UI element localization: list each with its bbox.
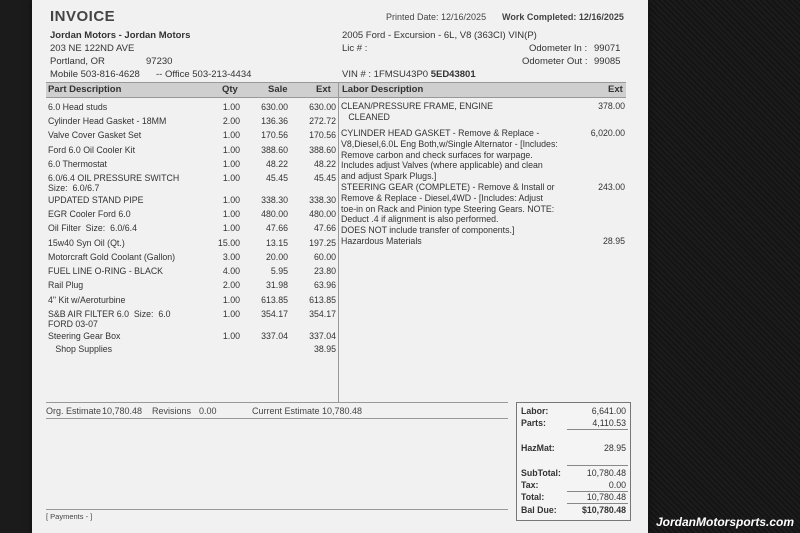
labor-description-line: toe-in on Rack and Pinion type Steering Gears. NOTE: — [341, 203, 555, 214]
part-description: 15w40 Syn Oil (Qt.) — [48, 238, 125, 248]
part-description: Shop Supplies — [48, 344, 113, 354]
part-ext: 388.60 — [309, 145, 336, 155]
part-description: 6.0 Thermostat — [48, 159, 108, 169]
labor-description-line: Hazardous Materials — [341, 236, 422, 246]
shop-name: Jordan Motors - Jordan Motors — [50, 30, 191, 41]
part-qty: 1.00 — [222, 130, 240, 140]
part-description: Ford 6.0 Oil Cooler Kit — [48, 145, 136, 155]
part-description: EGR Cooler Ford 6.0 — [48, 209, 131, 219]
part-qty: 2.00 — [222, 280, 240, 290]
part-qty: 15.00 — [217, 238, 240, 248]
shop-city-state: Portland, OR — [50, 56, 105, 67]
part-ext: 170.56 — [309, 130, 336, 140]
tax: 0.00 — [608, 480, 626, 490]
labor-description-line: Deduct .4 if alignment is also performed. — [341, 214, 499, 225]
payments-label: [ Payments - ] — [46, 512, 93, 521]
total-label: Total: — [521, 492, 545, 502]
parts-total-label: Parts: — [521, 418, 546, 428]
part-sale: 48.22 — [265, 159, 288, 169]
printed-date: Printed Date: 12/16/2025 — [386, 12, 487, 22]
part-description: 6.0 Head studs — [48, 102, 108, 112]
part-qty: 1.00 — [222, 102, 240, 112]
hazmat-label: HazMat: — [521, 443, 555, 453]
part-description-line2: Size: 6.0/6.7 — [48, 183, 100, 193]
labor-description-line: Includes adjust Valves (where applicable) and clean — [341, 160, 543, 171]
revisions-value: 0.00 — [199, 406, 217, 416]
part-sale: 47.66 — [265, 223, 288, 233]
part-ext: 23.80 — [313, 266, 336, 276]
shop-address: 203 NE 122ND AVE — [50, 43, 135, 54]
parts-header-qty: Qty — [222, 84, 238, 95]
labor-header-ext: Ext — [608, 84, 623, 95]
odometer-in: 99071 — [594, 43, 621, 54]
part-description: Valve Cover Gasket Set — [48, 130, 142, 140]
part-qty: 1.00 — [222, 295, 240, 305]
subtotal-label: SubTotal: — [521, 468, 561, 478]
part-qty: 3.00 — [222, 252, 240, 262]
part-ext: 630.00 — [309, 102, 336, 112]
lic-label: Lic # : — [342, 43, 368, 54]
column-divider — [338, 82, 339, 402]
part-ext: 480.00 — [309, 209, 336, 219]
revisions-label: Revisions — [152, 406, 192, 416]
parts-header-ext: Ext — [316, 84, 331, 95]
part-description: Oil Filter Size: 6.0/6.4 — [48, 223, 137, 233]
shop-mobile: Mobile 503-816-4628 — [50, 69, 140, 80]
parts-header-sale: Sale — [268, 84, 288, 95]
labor-description-line: Remove & Replace - Diesel,4WD - [Includes: Adjust — [341, 192, 543, 203]
parts-total: 4,110.53 — [592, 418, 626, 428]
totals-box — [516, 402, 631, 521]
part-ext: 354.17 — [309, 309, 336, 319]
vin-bold: 5ED43801 — [430, 69, 476, 80]
balance-due-label: Bal Due: — [521, 505, 557, 515]
totals-line — [567, 429, 628, 430]
payments-divider — [46, 509, 508, 510]
part-sale: 630.00 — [261, 102, 288, 112]
part-description: Rail Plug — [48, 280, 84, 290]
part-ext: 337.04 — [309, 331, 336, 341]
part-qty: 4.00 — [222, 266, 240, 276]
labor-total: 6,641.00 — [591, 406, 626, 416]
part-description: S&B AIR FILTER 6.0 Size: 6.0 — [48, 309, 171, 319]
invoice-title: INVOICE — [50, 8, 116, 25]
subtotal: 10,780.48 — [586, 468, 626, 478]
totals-line — [567, 503, 628, 504]
current-estimate-label: Current Estimate — [252, 406, 320, 416]
part-ext: 272.72 — [309, 116, 336, 126]
hazmat-total: 28.95 — [603, 443, 626, 453]
part-ext: 338.30 — [309, 195, 336, 205]
part-description: Steering Gear Box — [48, 331, 121, 341]
part-sale: 31.98 — [265, 280, 288, 290]
current-estimate-value: 10,780.48 — [322, 406, 363, 416]
labor-description-line: CLEAN/PRESSURE FRAME, ENGINE — [341, 101, 494, 111]
part-ext: 197.25 — [309, 238, 336, 248]
part-ext: 38.95 — [313, 344, 336, 354]
labor-ext: 28.95 — [602, 236, 625, 246]
watermark: JordanMotorsports.com — [655, 515, 794, 529]
carpet-background — [650, 0, 800, 533]
part-sale: 480.00 — [261, 209, 288, 219]
part-sale: 613.85 — [261, 295, 288, 305]
table-header-band — [46, 82, 626, 98]
part-qty: 1.00 — [222, 331, 240, 341]
part-description: UPDATED STAND PIPE — [48, 195, 144, 205]
invoice-paper — [32, 0, 648, 533]
bottom-divider — [46, 402, 508, 403]
org-estimate-value: 10,780.48 — [102, 406, 143, 416]
part-ext: 613.85 — [309, 295, 336, 305]
part-ext: 47.66 — [313, 223, 336, 233]
part-qty: 1.00 — [222, 309, 240, 319]
balance-due: $10,780.48 — [581, 505, 626, 515]
part-description: Cylinder Head Gasket - 18MM — [48, 116, 167, 126]
part-sale: 5.95 — [270, 266, 288, 276]
labor-description-line: V8,Diesel,6.0L Eng Both,w/Single Alternator - [Includes: — [341, 138, 558, 149]
part-sale: 136.36 — [261, 116, 288, 126]
part-description: 6.0/6.4 OIL PRESSURE SWITCH — [48, 173, 180, 183]
part-sale: 388.60 — [261, 145, 288, 155]
labor-description-line: and adjust Spark Plugs.] — [341, 171, 437, 182]
org-estimate-label: Org. Estimate — [46, 406, 102, 416]
part-ext: 45.45 — [313, 173, 336, 183]
labor-description-line: STEERING GEAR (COMPLETE) - Remove & Install or — [341, 182, 555, 192]
vin-label: VIN # : 1FMSU43P0 5ED43801 — [342, 69, 476, 80]
odometer-out: 99085 — [594, 56, 621, 67]
part-qty: 1.00 — [222, 159, 240, 169]
shop-office: -- Office 503-213-4434 — [156, 69, 252, 80]
part-description: Motorcraft Gold Coolant (Gallon) — [48, 252, 176, 262]
labor-total-label: Labor: — [521, 406, 549, 416]
part-ext: 63.96 — [313, 280, 336, 290]
estimate-divider — [46, 418, 508, 419]
part-description-line2: FORD 03-07 — [48, 319, 98, 329]
part-qty: 1.00 — [222, 209, 240, 219]
parts-header-desc: Part Description — [48, 84, 122, 95]
labor-ext: 6,020.00 — [590, 128, 625, 138]
part-description: FUEL LINE O-RING - BLACK — [48, 266, 164, 276]
part-ext: 60.00 — [313, 252, 336, 262]
labor-description-line: CLEANED — [341, 111, 390, 122]
part-sale: 170.56 — [261, 130, 288, 140]
labor-header-desc: Labor Description — [342, 84, 424, 95]
labor-description-line: Remove carbon and check surfaces for warpage. — [341, 149, 533, 160]
labor-description-line: DOES NOT include transfer of components.] — [341, 225, 515, 236]
part-sale: 338.30 — [261, 195, 288, 205]
part-qty: 2.00 — [222, 116, 240, 126]
part-sale: 354.17 — [261, 309, 288, 319]
labor-ext: 243.00 — [598, 182, 625, 192]
vehicle-description: 2005 Ford - Excursion - 6L, V8 (363CI) VIN(P) — [342, 30, 537, 41]
work-completed-date: Work Completed: 12/16/2025 — [502, 12, 624, 22]
part-qty: 1.00 — [222, 173, 240, 183]
odometer-out-label: Odometer Out : — [522, 56, 588, 67]
shop-zip: 97230 — [146, 56, 173, 67]
part-description: 4" Kit w/Aeroturbine — [48, 295, 126, 305]
part-sale: 337.04 — [261, 331, 288, 341]
total: 10,780.48 — [586, 492, 626, 502]
part-qty: 1.00 — [222, 145, 240, 155]
part-qty: 1.00 — [222, 223, 240, 233]
part-qty: 1.00 — [222, 195, 240, 205]
tax-label: Tax: — [521, 480, 539, 490]
part-sale: 45.45 — [265, 173, 288, 183]
odometer-in-label: Odometer In : — [529, 43, 588, 54]
labor-description-line: CYLINDER HEAD GASKET - Remove & Replace - — [341, 128, 540, 138]
part-ext: 48.22 — [313, 159, 336, 169]
labor-ext: 378.00 — [598, 101, 625, 111]
part-sale: 20.00 — [265, 252, 288, 262]
totals-line — [567, 465, 628, 466]
part-sale: 13.15 — [265, 238, 288, 248]
